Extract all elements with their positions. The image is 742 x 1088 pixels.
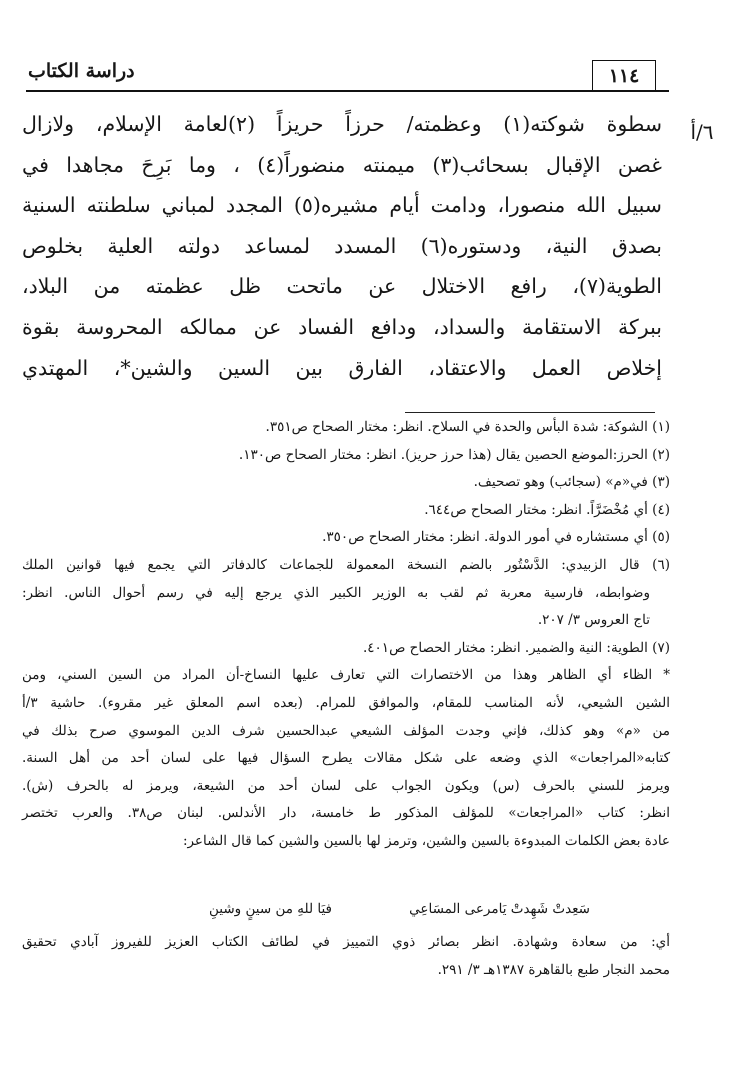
footnote-line: (٣) في«م» (سجائب) وهو تصحيف. (473, 474, 670, 491)
text-line: ببركة الاستقامة والسداد، ودافع الفساد عن ممالكه المحروسة بقوة (22, 314, 662, 339)
text-line: غصن الإقبال بسحائب(٣) ميمنته منضوراً(٤) ، وما بَرِحَ مجاهدا في (22, 152, 662, 177)
footnote-separator (405, 412, 655, 413)
footnote-line: * الظاء أي الظاهر وهذا من الاختصارات التي تعارف عليها النساخ-أن المراد من السين السني، ومن (22, 667, 670, 684)
footnote-line: انظر: كتاب «المراجعات» للمؤلف المذكور ط خامسة، دار الأندلس. لبنان ص٣٨. والعرب تختصر (22, 805, 670, 822)
footnote-line: (٦) قال الزبيدي: الدَّسْتُور بالضم النسخة المعمولة للجماعات كالدفاتر التي يجمع فيها قوانين الملك (22, 556, 670, 573)
text-line: سبيل الله منصورا، ودامت أيام مشيره(٥) المجدد لمباني سلطنته السنية (22, 193, 662, 218)
running-title: دراسة الكتاب (28, 60, 135, 82)
footnote-line: (٢) الحرز:الموضع الحصين يقال (هذا حرز حريز). انظر: مختار الصحاح ص١٣٠. (238, 446, 670, 463)
footnotes-continued (22, 928, 670, 984)
footnote-line: (١) الشوكة: شدة البأس والحدة في السلاح. انظر: مختار الصحاح ص٣٥١. (265, 419, 670, 435)
manuscript-folio-marker: ٦/أ (690, 120, 714, 144)
text-line: الطوية(٧)، رافع الاختلال عن ماتحت ظل عظمته من البلاد، (22, 274, 662, 299)
footnote-line: عادة بعض الكلمات المبدوءة بالسين والشين، وترمز لها بالسين والشين كما قال الشاعر: (182, 832, 670, 849)
footnote-line: (٧) الطوية: النية والضمير. انظر: مختار الحصاح ص٤٠١. (363, 639, 670, 656)
text-line: بصدق النية، ودستوره(٦) المسدد لمساعد دولته العلية بخلوص (22, 233, 662, 258)
footnote-line: كتابه«المراجعات» الذي وضعه على شكل مقالات يطرح السؤال فيها على لسان أحد من أهل السنة. (22, 750, 670, 767)
footnote-line: أي: من سعادة وشهادة. انظر بصائر ذوي التمييز في لطائف الكتاب العزيز للفيروز آبادي تحقيق (22, 934, 670, 950)
text-line: سطوة شوكته(١) وعظمته/ حرزاً حريزاً (٢)لعامة الإسلام، ولازال (22, 112, 663, 136)
footnote-line: تاج العروس ٣/ ٢٠٧. (537, 612, 650, 629)
footnote-line: وضوابطه، فارسية معربة ثم لقب به الوزير الكبير الذي يرجع إليه في رسم أحوال الناس. انظر: (22, 584, 650, 601)
page-number-box: ١١٤ (592, 60, 656, 92)
text-line: إخلاص العمل والاعتقاد، الفارق بين السين والشين*، المهتدي (22, 355, 662, 380)
footnote-line: الشين الشيعي، لأنه المناسب للمقام، والموافق للمرام. (بعده اسم المعلق غير مقروء). حاشية ٣/أ (22, 694, 670, 711)
footnote-line: محمد النجار طبع بالقاهرة ١٣٨٧هـ ٣/ ٢٩١. (437, 962, 670, 978)
verse-hemistich-2: فيَا للهِ من سينٍ وشينِ (209, 901, 332, 917)
footnote-line: ويرمز للسني بالحرف (س) ويكون الجواب على لسان أحد من الشيعة، ويرمز له بالحرف (ش). (22, 777, 670, 794)
verse-hemistich-1: سَعِدتْ شَهِدتْ يَامرعى المسَاعِي (409, 901, 590, 917)
footnotes (22, 414, 670, 856)
footnote-line: (٥) أي مستشاره في أمور الدولة. انظر: مختار الصحاح ص٣٥٠. (322, 529, 670, 546)
footnote-line: من «م» وهو كذلك، فإني وجدت المؤلف الشيعي عبدالحسين شرف الدين الموسوي صرح بذلك في (22, 722, 670, 739)
footnote-line: (٤) أي مُخْضَرَّاً. انظر: مختار الصحاح ص٦٤٤. (424, 501, 670, 518)
poetry-verse (170, 898, 590, 920)
header-rule (26, 90, 669, 92)
main-text-body (22, 104, 662, 388)
